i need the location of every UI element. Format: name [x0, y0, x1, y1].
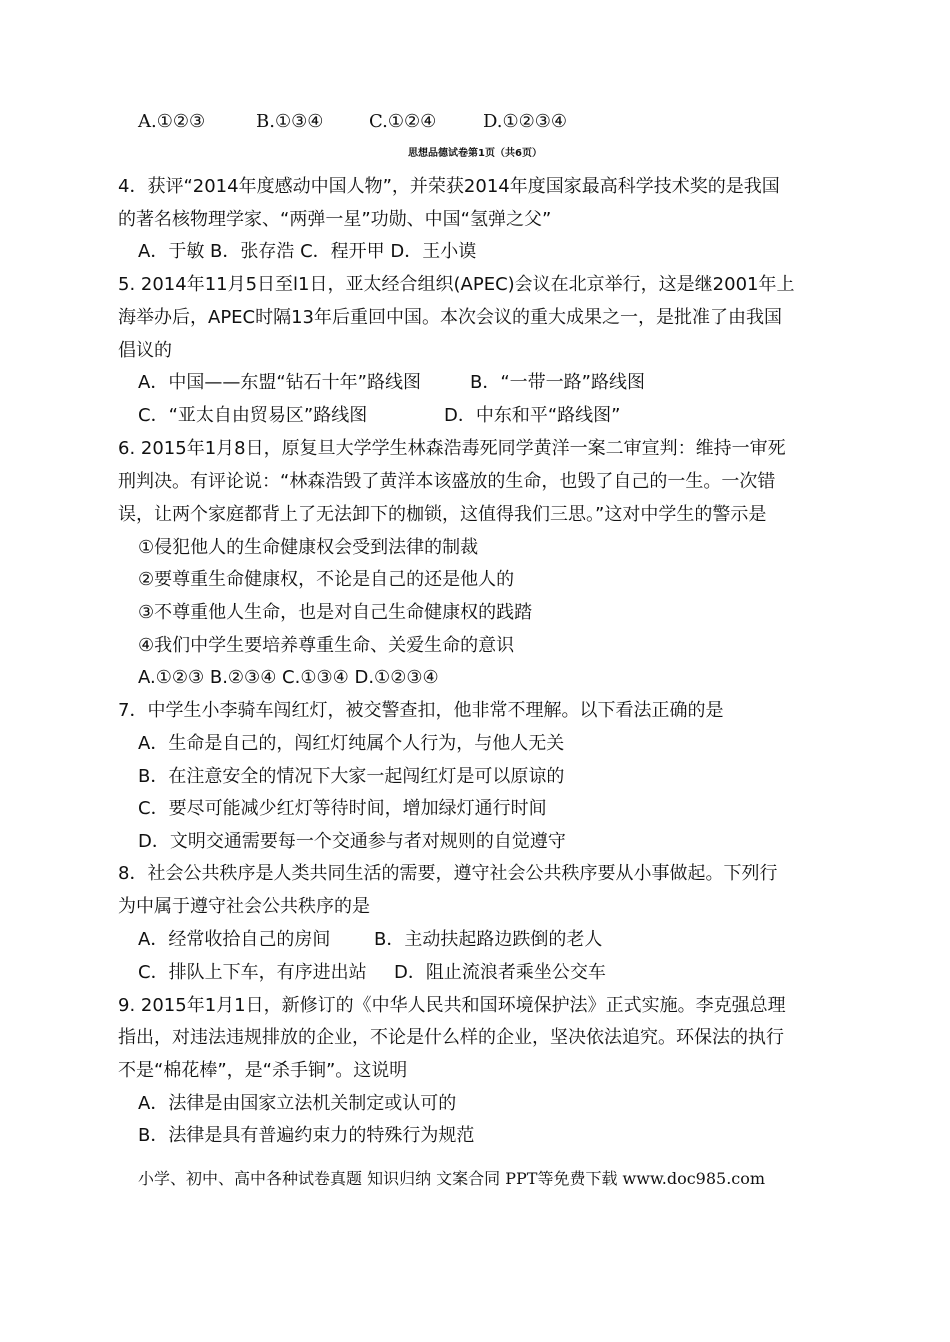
q6-options: A.①②③ B.②③④ C.①③④ D.①②③④	[138, 667, 439, 688]
q9-option-a: A．法律是由国家立法机关制定或认可的	[138, 1093, 457, 1114]
q7-option-a: A．生命是自己的，闯红灯纯属个人行为，与他人无关	[138, 733, 565, 754]
q8-options-row-2	[138, 962, 606, 984]
q5-line-2: 海举办后，APEC时隔13年后重回中国。本次会议的重大成果之一，是批准了由我国	[118, 307, 783, 328]
q6-item-1: ①侵犯他人的生命健康权会受到法律的制裁	[138, 537, 479, 558]
q5-options-row-2	[138, 405, 621, 427]
q4-options: A．于敏 B．张存浩 C．程开甲 D．王小谟	[138, 241, 477, 262]
option-c: C.①②④	[369, 111, 437, 132]
q8-line-1: 8．社会公共秩序是人类共同生活的需要，遵守社会公共秩序要从小事做起。下列行	[118, 863, 778, 884]
q6-item-4: ④我们中学生要培养尊重生命、关爱生命的意识	[138, 635, 515, 656]
q8-line-2: 为中属于遵守社会公共秩序的是	[118, 896, 370, 917]
q4-line-1: 4．获评“2014年度感动中国人物”，并荣获2014年度国家最高科学技术奖的是我国	[118, 176, 780, 197]
q5-option-d: D．中东和平“路线图”	[444, 405, 621, 426]
q9-line-3: 不是“棉花棒”，是“杀手锏”。这说明	[118, 1060, 408, 1081]
site-footer: 小学、初中、高中各种试卷真题 知识归纳 文案合同 PPT等免费下载 www.doc985.com	[138, 1169, 766, 1188]
q5-option-a: A．中国——东盟“钻石十年”路线图	[138, 372, 421, 393]
q8-option-c: C．排队上下车，有序进出站	[138, 962, 367, 983]
q8-option-a: A．经常收拾自己的房间	[138, 929, 331, 950]
prev-question-options	[138, 111, 567, 133]
option-d: D.①②③④	[483, 111, 568, 132]
q5-options-row-1	[138, 372, 645, 394]
q6-line-1: 6. 2015年1月8日，原复旦大学学生林森浩毒死同学黄洋一案二审宣判：维持一审死	[118, 438, 786, 459]
option-a: A.①②③	[138, 111, 206, 132]
q7-option-d: D．文明交通需要每一个交通参与者对规则的自觉遵守	[138, 831, 566, 852]
q5-line-3: 倡议的	[118, 340, 172, 361]
q6-item-2: ②要尊重生命健康权，不论是自己的还是他人的	[138, 569, 515, 590]
q8-options-row-1	[138, 929, 602, 951]
q5-option-c: C．“亚太自由贸易区”路线图	[138, 405, 368, 426]
q6-line-2: 刑判决。有评论说：“林森浩毁了黄洋本该盛放的生命，也毁了自己的一生。一次错	[118, 471, 776, 492]
q9-line-1: 9. 2015年1月1日，新修订的《中华人民共和国环境保护法》正式实施。李克强总理	[118, 995, 786, 1016]
q6-item-3: ③不尊重他人生命，也是对自己生命健康权的践踏	[138, 602, 533, 623]
q8-option-b: B．主动扶起路边跌倒的老人	[374, 929, 603, 950]
q4-line-2: 的著名核物理学家、“两弹一星”功勋、中国“氢弹之父”	[118, 209, 552, 230]
q5-option-b: B．“一带一路”路线图	[470, 372, 645, 393]
q6-line-3: 误，让两个家庭都背上了无法卸下的枷锁，这值得我们三思。”这对中学生的警示是	[118, 504, 767, 525]
q8-option-d: D．阻止流浪者乘坐公交车	[394, 962, 606, 983]
q9-option-b: B．法律是具有普遍约束力的特殊行为规范	[138, 1125, 475, 1146]
option-b: B.①③④	[256, 111, 324, 132]
page-number-footer: 思想品德试卷第1页（共6页）	[408, 148, 542, 159]
q7-option-b: B．在注意安全的情况下大家一起闯红灯是可以原谅的	[138, 766, 565, 787]
q7-line-1: 7．中学生小李骑车闯红灯，被交警查扣，他非常不理解。以下看法正确的是	[118, 700, 724, 721]
q9-line-2: 指出，对违法违规排放的企业，不论是什么样的企业，坚决依法追究。环保法的执行	[118, 1027, 784, 1048]
q5-line-1: 5. 2014年11月5日至l1日，亚太经合组织(APEC)会议在北京举行，这是继2001年上	[118, 274, 795, 295]
q7-option-c: C．要尽可能减少红灯等待时间，增加绿灯通行时间	[138, 798, 547, 819]
